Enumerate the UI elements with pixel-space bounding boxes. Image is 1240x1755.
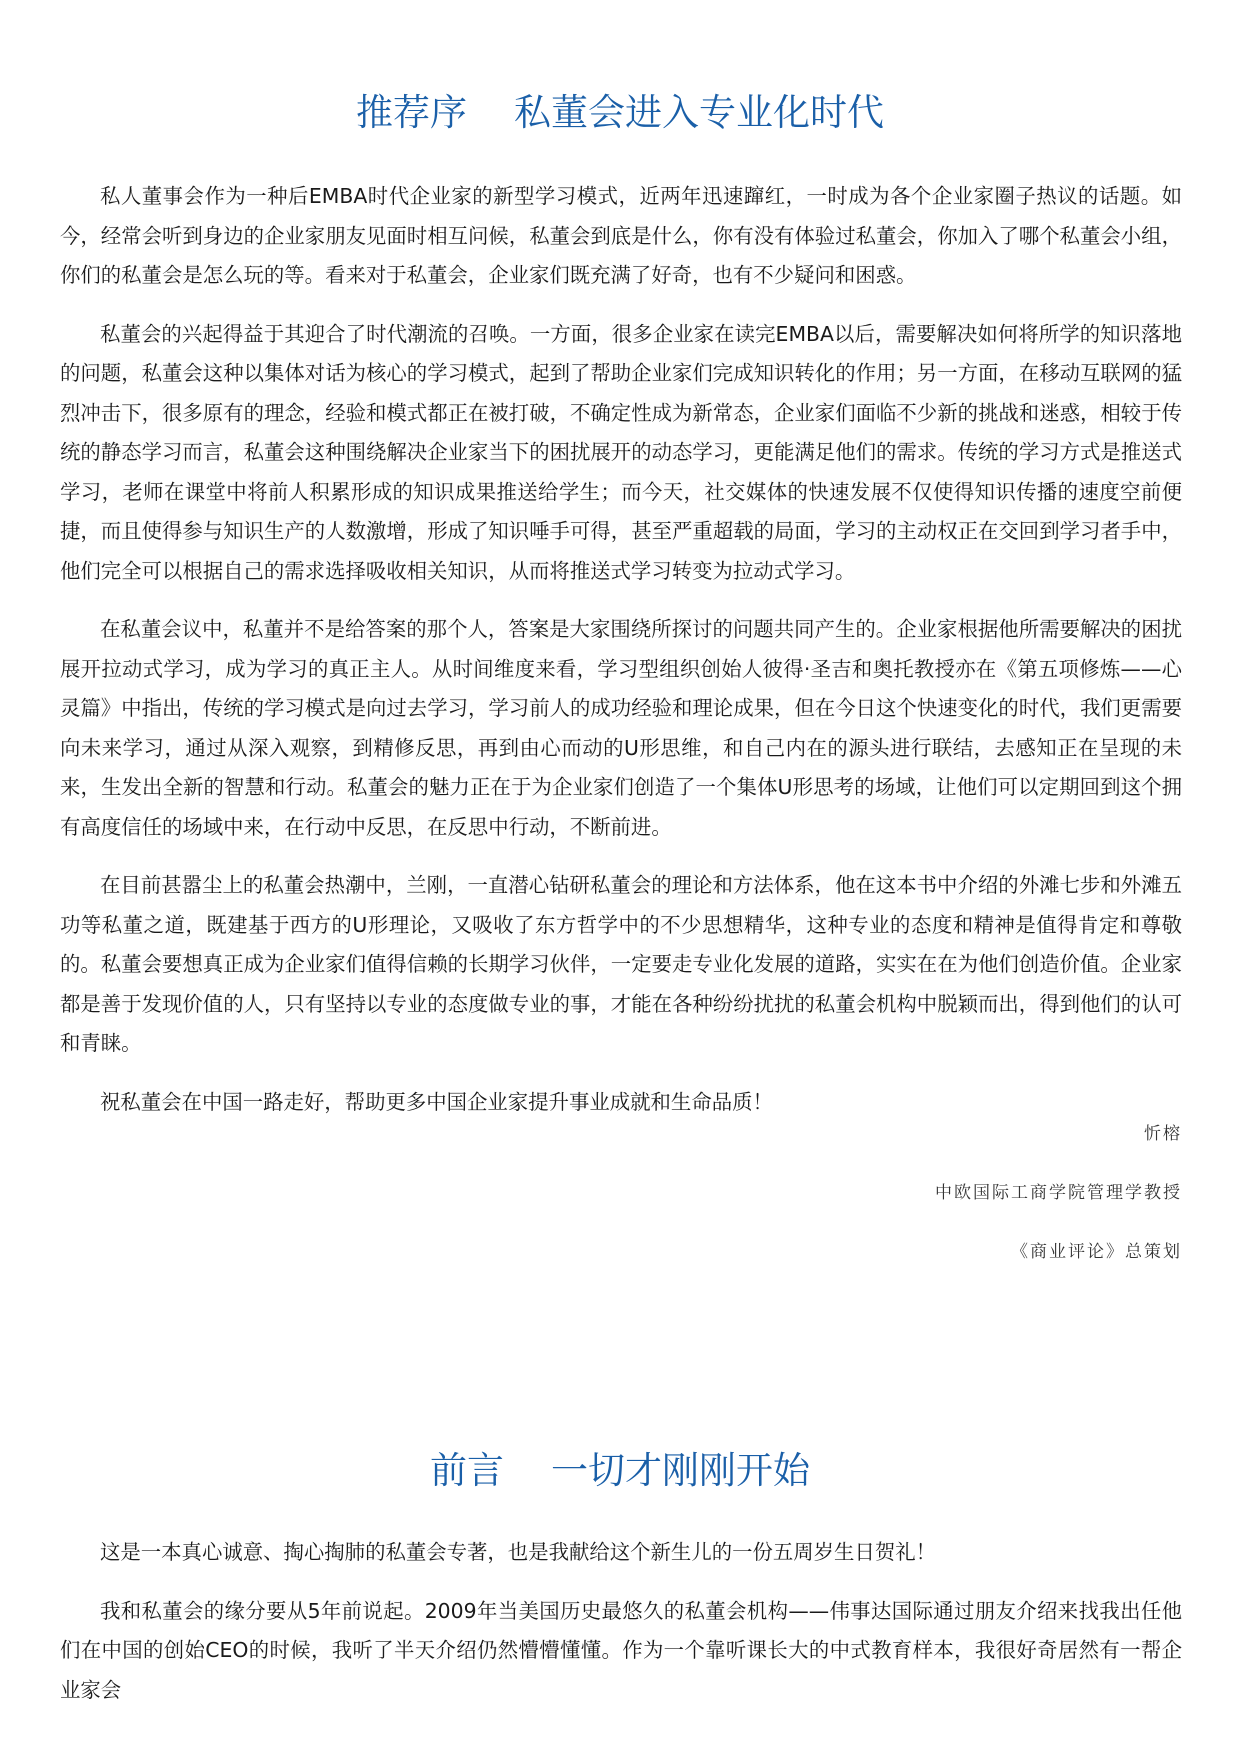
- signature-role: 《商业评论》总策划: [1011, 1242, 1182, 1262]
- preface-title: 前言 一切才刚刚开始: [429, 1448, 811, 1492]
- foreword-paragraph-4: 在目前甚嚣尘上的私董会热潮中，兰刚，一直潜心钻研私董会的理论和方法体系，他在这本书中介绍的外滩七步和外滩五功等私董之道，既建基于西方的U形理论，又吸收了东方哲学中的不少思想精华，这种专业的态度和精神是值得肯定和尊敬的。私董会要想真正成为企业家们值得信赖的长期学习伙伴，一定要走专业化发展的道路，实实在在为他们创造价值。企业家都是善于发现价值的人，只有坚持以专业的态度做专业的事，才能在各种纷纷扰扰的私董会机构中脱颖而出，得到他们的认可和青睐。: [60, 873, 1182, 1055]
- foreword-paragraph-3: 在私董会议中，私董并不是给答案的那个人，答案是大家围绕所探讨的问题共同产生的。企业家根据他所需要解决的困扰展开拉动式学习，成为学习的真正主人。从时间维度来看，学习型组织创始人彼得·圣吉和奥托教授亦在《第五项修炼——心灵篇》中指出，传统的学习模式是向过去学习，学习前人的成功经验和理论成果，但在今日这个快速变化的时代，我们更需要向未来学习，通过从深入观察，到精修反思，再到由心而动的U形思维，和自己内在的源头进行联结，去感知正在呈现的未来，生发出全新的智慧和行动。私董会的魅力正在于为企业家们创造了一个集体U形思考的场域，让他们可以定期回到这个拥有高度信任的场域中来，在行动中反思，在反思中行动，不断前进。: [60, 617, 1182, 839]
- preface-paragraph-2: 我和私董会的缘分要从5年前说起。2009年当美国历史最悠久的私董会机构——伟事达国际通过朋友介绍来找我出任他们在中国的创始CEO的时候，我听了半天介绍仍然懵懵懂懂。作为一个靠听课长大的中式教育样本，我很好奇居然有一帮企业家会: [60, 1598, 1182, 1702]
- foreword-body: [60, 177, 1182, 1122]
- foreword-paragraph-2: 私董会的兴起得益于其迎合了时代潮流的召唤。一方面，很多企业家在读完EMBA以后，需要解决如何将所学的知识落地的问题，私董会这种以集体对话为核心的学习模式，起到了帮助企业家们完成知识转化的作用；另一方面，在移动互联网的猛烈冲击下，很多原有的理念，经验和模式都正在被打破，不确定性成为新常态，企业家们面临不少新的挑战和迷惑，相较于传统的静态学习而言，私董会这种围绕解决企业家当下的困扰展开的动态学习，更能满足他们的需求。传统的学习方式是推送式学习，老师在课堂中将前人积累形成的知识成果推送给学生；而今天，社交媒体的快速发展不仅使得知识传播的速度空前便捷，而且使得参与知识生产的人数激增，形成了知识唾手可得，甚至严重超载的局面，学习的主动权正在交回到学习者手中，他们完全可以根据自己的需求选择吸收相关知识，从而将推送式学习转变为拉动式学习。: [60, 321, 1182, 583]
- foreword-paragraph-1: 私人董事会作为一种后EMBA时代企业家的新型学习模式，近两年迅速蹿红，一时成为各个企业家圈子热议的话题。如今，经常会听到身边的企业家朋友见面时相互问候，私董会到底是什么，你有没有体验过私董会，你加入了哪个私董会小组，你们的私董会是怎么玩的等。看来对于私董会，企业家们既充满了好奇，也有不少疑问和困惑。: [60, 184, 1182, 287]
- signature-position: 中欧国际工商学院管理学教授: [935, 1183, 1182, 1203]
- preface-paragraph-1: 这是一本真心诚意、掏心掏肺的私董会专著，也是我献给这个新生儿的一份五周岁生日贺礼！: [100, 1540, 937, 1564]
- preface-body: [60, 1533, 1182, 1710]
- foreword-title: 推荐序 私董会进入专业化时代: [355, 90, 885, 134]
- foreword-paragraph-5: 祝私董会在中国一路走好，帮助更多中国企业家提升事业成就和生命品质！: [100, 1089, 773, 1114]
- signature-name: 忻榕: [1144, 1124, 1182, 1144]
